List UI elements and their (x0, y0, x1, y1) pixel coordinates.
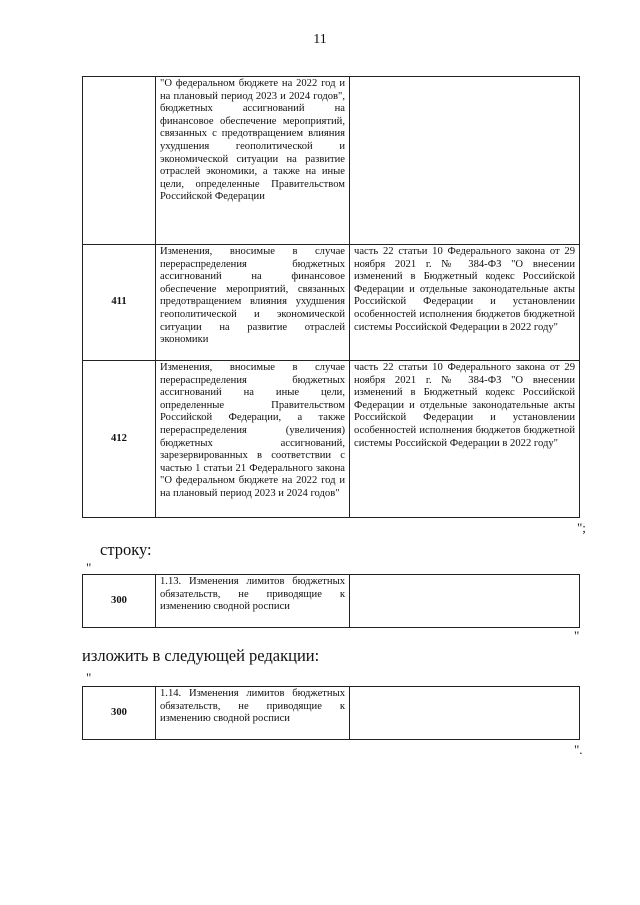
table-row (83, 77, 580, 245)
izlozhit-heading: изложить в следующей редакции: (82, 646, 320, 665)
table-row (83, 245, 580, 361)
row-description: Изменения, вносимые в случае перераспределения бюджетных ассигнований на иные цели, определенные Правительством Российской Федерации, а также перераспределения (увеличения) бюджетных ассигнований, зарезервированных в соответствии с частью 1 статьи 21 Федерального закона "О федеральном бюджете на 2022 год и на плановый период 2023 и 2024 годов" (156, 361, 350, 518)
main-table (82, 76, 580, 518)
row-basis (350, 687, 580, 740)
row-code: 300 (83, 687, 156, 740)
row-description: 1.14. Изменения лимитов бюджетных обязательств, не приводящие к изменению сводной росписи (156, 687, 350, 740)
row-code (83, 77, 156, 245)
row-code: 412 (83, 361, 156, 518)
row-description: Изменения, вносимые в случае перераспределения бюджетных ассигнований на финансовое обеспечение мероприятий, связанных предотвращением влияния ухудшения геополитической и экономической ситуации на развитие отраслей экономики (156, 245, 350, 361)
new-row-table (82, 686, 580, 740)
old-row-table (82, 574, 580, 628)
row-basis (350, 77, 580, 245)
row-basis (350, 575, 580, 628)
opening-quote: " (86, 560, 92, 575)
page-number: 11 (313, 32, 327, 47)
closing-quote: "; (577, 520, 586, 535)
table-row (83, 361, 580, 518)
row-code: 300 (83, 575, 156, 628)
row-basis: часть 22 статьи 10 Федерального закона от 29 ноября 2021 г. № 384-ФЗ "О внесении изменений в Бюджетный кодекс Российской Федерации и отдельные законодательные акты Российской Федерации и установлении особенностей исполнения бюджетов бюджетной системы Российской Федерации в 2022 году" (350, 245, 580, 361)
table-row (83, 687, 580, 740)
row-description: 1.13. Изменения лимитов бюджетных обязательств, не приводящие к изменению сводной росписи (156, 575, 350, 628)
row-basis: часть 22 статьи 10 Федерального закона от 29 ноября 2021 г. № 384-ФЗ "О внесении изменений в Бюджетный кодекс Российской Федерации и отдельные законодательные акты Российской Федерации и установлении особенностей исполнения бюджетов бюджетной системы Российской Федерации в 2022 году" (350, 361, 580, 518)
table-row (83, 575, 580, 628)
row-code: 411 (83, 245, 156, 361)
opening-quote: " (86, 670, 92, 685)
closing-quote: ". (574, 742, 583, 757)
stroku-heading: строку: (100, 540, 152, 559)
closing-quote: " (574, 628, 580, 643)
row-description: "О федеральном бюджете на 2022 год и на плановый период 2023 и 2024 годов", бюджетных ассигнований на финансовое обеспечение мероприятий, связанных с предотвращением влияния ухудшения геополитической и экономической ситуации на развитие отраслей экономики, а также на иные цели, определенные Правительством Российской Федерации (156, 77, 350, 245)
